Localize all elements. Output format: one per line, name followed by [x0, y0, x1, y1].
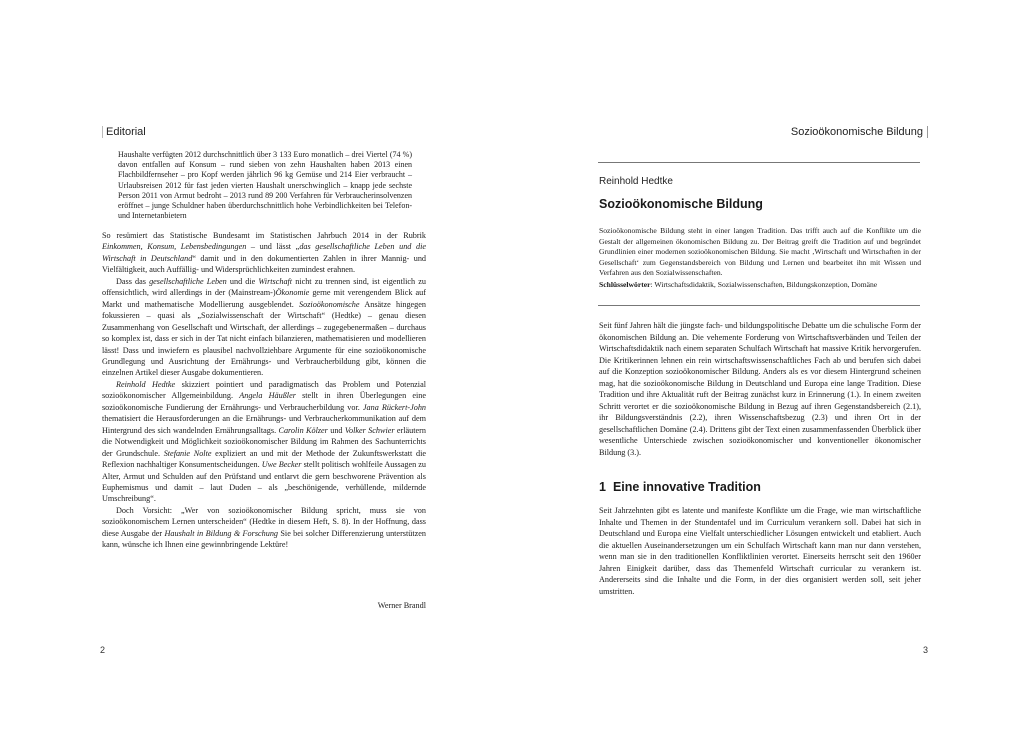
article-title: Sozioökonomische Bildung [599, 197, 763, 211]
emphasis: gesellschaftliche Leben [149, 276, 227, 286]
editorial-paragraph: Doch Vorsicht: „Wer von sozioökonomischer Bildung spricht, muss sie von sozioökonomischem Lernen unterscheiden“ (Hedtke in diesem Heft, S. 8). In der Hoffnung, dass diese Ausgabe der Haushalt in Bildung & Forschung Sie bei solcher Differenzierung unterstützen kann, wünsche ich Ihnen eine gewinnbringende Lektüre! [102, 505, 426, 550]
running-head-article: Sozioökonomische Bildung [791, 126, 928, 138]
editorial-paragraph: Dass das gesellschaftliche Leben und die Wirtschaft nicht zu trennen sind, ist eigentlich zu offensichtlich, wird allerdings in der (Mainstream-)Ökonomie gerne mit verengendem Blick auf Markt und mathematische Modellierung ausgeblendet. Sozioökonomische Ansätze hingegen fokussieren – quasi als „Sozialwissenschaft der Wirtschaft“ (Hedtke) – genau diesen Zusammenhang von Gesellschaft und Wirtschaft, der allerdings – zugegebenermaßen – durchaus so komplex ist, dass er sich in der Tat nicht einfach bilanzieren, mathematisieren und modellieren lässt! Dass und inwiefern es plausibel nachvollziehbare Argumente für eine sozioökonomische Grundlegung und Ausrichtung der Ernährungs- und Verbraucherbildung gibt, können die einzelnen Artikel dieser Ausgabe dokumentieren. [102, 276, 427, 378]
right-page [512, 0, 1024, 748]
emphasis: Angela Häußler [239, 391, 296, 401]
emphasis: Uwe Becker [261, 460, 302, 470]
section-heading [599, 480, 761, 494]
page-number-right: 3 [922, 645, 928, 655]
statistics-intro-box: Haushalte verfügten 2012 durchschnittlich über 3 133 Euro monatlich – drei Viertel (74 %) davon entfallen auf Konsum – rund sieben von zehn Haushalten haben 2013 einen Flachbildfernseher – pro Kopf werden jährlich 96 kg Gemüse und 214 Eier verbraucht – Urlaubsreisen 2012 für fast jeden vierten Haushalt unerschwinglich – knapp jede sechste Person 2011 von Armut bedroht – 2013 rund 89 200 Verfahren für Verbraucherinsolvenzen eröffnet – junge Schuldner haben überdurchschnittlich hohe Verbindlichkeiten bei Telefon- und Internetanbietern [118, 150, 412, 221]
page-number-left: 2 [100, 645, 106, 655]
article-abstract: Sozioökonomische Bildung steht in einer langen Tradition. Das trifft auch auf die Konflikte um die Gestalt der allgemeinen ökonomischen Bildung zu. Der Beitrag greift die Tradition auf und begründet Grundlinien einer modernen sozioökonomischen Bildung. Sie macht ‚Wirtschaft und Wirtschaften in der Gesellschaft‘ zum Gegenstandsbereich von Bildung und Lernen und bearbeitet ihn mit Wissen und Verfahren aus den Sozialwissenschaften. [599, 226, 921, 278]
emphasis: Sozioökonomische [299, 299, 360, 309]
editorial-signature: Werner Brandl [377, 601, 426, 610]
divider-bottom [598, 305, 920, 306]
running-head-editorial: Editorial [102, 126, 146, 138]
section-paragraph: Seit Jahrzehnten gibt es latente und manifeste Konflikte um die Frage, wie man wirtschaftliche Inhalte und Themen in der Stundentafel und im Curriculum verankern soll. Dabei hat sich in Deutschland und Europa eine Vielfalt unterschiedlicher Lösungen entwickelt und etabliert. Auch die aktuellen Auseinandersetzungen um ein Schulfach Wirtschaft kann man nur dann verstehen, wenn man sie in den traditionellen Konfliktlinien verortet. Einerseits herrscht seit den 1960er Jahren Einigkeit darüber, dass das Themenfeld Wirtschaft curricular zu verankern ist. Andererseits sind die Inhalte und die Form, in der dies organisiert werden soll, seit jeher umstritten. [599, 506, 921, 596]
section-number: 1 [599, 480, 606, 494]
emphasis: Haushalt in Bildung & Forschung [164, 528, 279, 538]
editorial-body [102, 230, 426, 551]
emphasis: Wirtschaft [258, 276, 293, 286]
emphasis: Reinhold Hedtke [116, 379, 176, 389]
emphasis: Ökonomie [275, 288, 310, 298]
keywords-list: : Wirtschaftsdidaktik, Sozialwissenschaften, Bildungskonzeption, Domäne [650, 280, 878, 289]
keywords-line [599, 280, 929, 289]
divider-top [598, 162, 920, 163]
emphasis: Einkommen, Konsum, Lebensbedingungen [102, 242, 247, 252]
section-title: Eine innovative Tradition [612, 480, 761, 494]
emphasis: das gesellschaftliche Leben und die Wirtschaft in Deutschland [102, 242, 426, 263]
emphasis: Volker Schwier [344, 425, 395, 435]
editorial-paragraph: So resümiert das Statistische Bundesamt im Statistischen Jahrbuch 2014 in der Rubrik Einkommen, Konsum, Lebensbedingungen – und lässt „das gesellschaftliche Leben und die Wirtschaft in Deutschland“ damit und in den dokumentierten Zahlen in ihrer Mannig- und Vielfältigkeit, auch Auffällig- und Widersprüchlichkeiten zumindest erahnen. [102, 231, 427, 275]
keywords-label: Schlüsselwörter [599, 280, 651, 289]
article-intro-paragraph: Seit fünf Jahren hält die jüngste fach- und bildungspolitische Debatte um die schulische Form der ökonomischen Bildung an. Die vehemente Forderung von Wirtschaftsverbänden und Teilen der Wirtschaftsdidaktik nach einem separaten Schulfach Wirtschaft hat massive Kritik hervorgerufen. Die Kritikerinnen lehnen ein rein wirtschaftswissenschaftliches Fach ab und berufen sich dabei auf die Konzeption sozioökonomischer Bildung. Anders als es vor diesem Hintergrund scheinen mag, hat die sozioökonomische Bildung in Deutschland und Europa eine lange Tradition. Diese Tradition und ihre Aktualität ruft der Beitrag zunächst kurz in Erinnerung (1.). In einem zweiten Schritt verortet er die sozioökonomische Bildung in Bezug auf ihren Gegenstandsbereich (2.1), ihr Bildungsverständnis (2.2), ihren Wissenschaftsbezug (2.3) und ihren Ort in der gesellschaftlichen Domäne (2.4). Drittens gibt der Text einen zusammenfassenden Überblick über wesentliche Unterschiede zwischen sozioökonomischer und konventioneller ökonomischer Bildung (3.). [599, 321, 921, 457]
emphasis: Stefanie Nolte [163, 448, 212, 458]
article-author: Reinhold Hedtke [599, 176, 673, 187]
emphasis: Carolin Kölzer [278, 425, 328, 435]
editorial-paragraph: Reinhold Hedtke skizziert pointiert und paradigmatisch das Problem und Potenzial sozioökonomischer Allgemeinbildung. Angela Häußler stellt in ihren Überlegungen eine sozioökonomische Fundierung der Ernährungs- und Verbraucherbildung vor. Jana Rückert-John thematisiert die Herausforderungen an die Ernährungs- und Verbraucherkommunikation auf dem Hintergrund des sich wandelnden Ernährungsalltags. Carolin Kölzer und Volker Schwier erläutern die Notwendigkeit und Möglichkeit sozioökonomischer Bildung im Rahmen des Sachunterrichts der Grundschule. Stefanie Nolte expliziert an und mit der Methode der Zukunftswerkstatt die Reflexion nachhaltiger Konsumentscheidungen. Uwe Becker stellt politisch wohlfeile Aussagen zu Alter, Armut und Schulden auf den Prüfstand und entlarvt die gern beschworene Prävention als Euphemismus und damit – laut Duden – als „beschönigende, verhüllende, mildernde Umschreibung“. [102, 379, 427, 504]
emphasis: Jana Rückert-John [362, 402, 427, 412]
